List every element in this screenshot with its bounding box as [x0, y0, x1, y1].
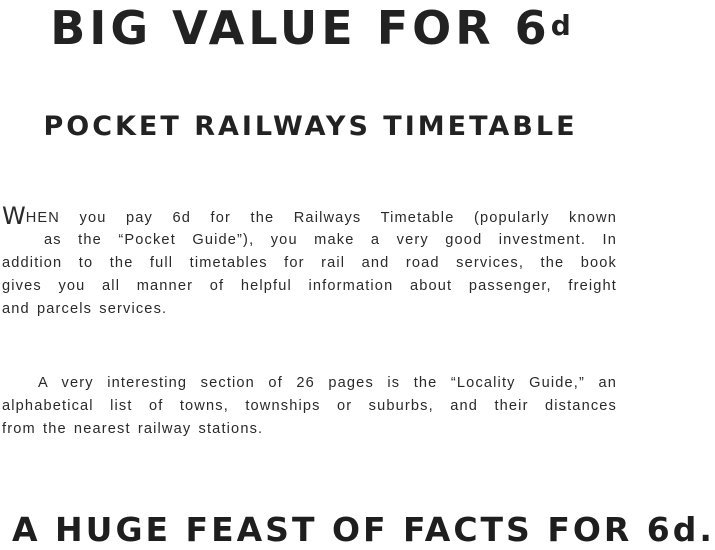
headline-main: BIG VALUE FOR 6 [50, 1, 551, 55]
paragraph-line: and parcels services. [2, 301, 168, 317]
paragraph-line [2, 202, 617, 230]
paragraph-line-text: HEN you pay 6d for the Railways Timetable (popularly known [25, 210, 617, 226]
paragraph-line: addition to the full timetables for rail and road services, the book [2, 255, 617, 271]
headline-superscript: d [550, 9, 571, 42]
paragraph-pocket-guide [2, 202, 617, 321]
drop-cap: W [2, 202, 26, 230]
paragraph-line: gives you all manner of helpful information about passenger, freight [2, 278, 617, 294]
paragraph-line: A very interesting section of 26 pages is the “Locality Guide,” an [38, 375, 617, 391]
headline [0, 2, 621, 54]
paragraph-locality-guide [2, 372, 617, 441]
paragraph-line: as the “Pocket Guide”), you make a very good investment. In [44, 232, 617, 248]
paragraph-line: from the nearest railway stations. [2, 421, 264, 437]
paragraph-line: alphabetical list of towns, townships or suburbs, and their distances [2, 398, 617, 414]
subheadline: POCKET RAILWAYS TIMETABLE [43, 111, 578, 142]
footer-headline: A HUGE FEAST OF FACTS FOR 6d. [12, 510, 715, 549]
